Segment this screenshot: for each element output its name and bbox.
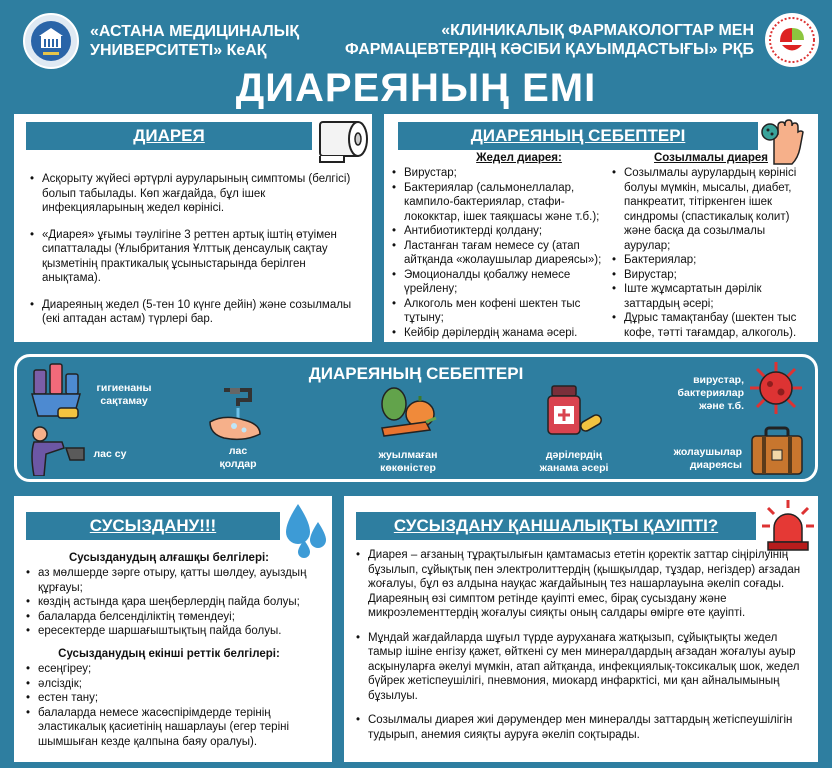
acute-diarrhea-title: Жедел диарея: [476, 152, 562, 164]
list-item: • көздің астында қара шеңберлердің пайда болуы; [26, 595, 326, 610]
list-item: • Вирустар; [612, 268, 812, 283]
list-item: • Эмоционалды қобалжу немесе үрейлену; [392, 268, 606, 297]
list-item: • Бактериялар; [612, 253, 812, 268]
water-drops-icon [280, 500, 330, 558]
causes-tab: ДИАРЕЯНЫҢ СЕБЕПТЕРІ [398, 122, 758, 150]
virus-icon [748, 360, 804, 416]
page-title: ДИАРЕЯНЫҢ ЕМІ [235, 66, 597, 110]
person-drinking-icon [26, 424, 88, 476]
causes-card [384, 114, 818, 342]
list-item: • әлсіздік; [26, 677, 326, 692]
vegetables-icon [376, 384, 440, 442]
right-organization-name: «КЛИНИКАЛЫҚ ФАРМАКОЛОГТАР МЕН ФАРМАЦЕВТЕРДІҢ КӘСІБИ ҚАУЫМДАСТЫҒЫ» РҚБ [344, 22, 754, 58]
viruses-bacteria-label: вирустар, бактериялар және т.б. [677, 374, 744, 412]
list-item: • естен тану; [26, 691, 326, 706]
list-item: • Бактериялар (сальмонеллалар, кампило-бактериялар, стафи-лококктар, ішек таяқшасы және т.б.); [392, 181, 606, 225]
list-item: • Ластанған тағам немесе су (атап айтқанда «жолаушылар диареясы»); [392, 239, 606, 268]
list-item: • Алкоголь мен кофені шектен тыс тұтыну; [392, 297, 606, 326]
list-item: • Кейбір дәрілердің жанама әсері. [392, 326, 606, 341]
siren-icon [760, 498, 816, 554]
list-item: • балаларда белсенділіктің төмендеуі; [26, 610, 326, 625]
left-organization-name: «АСТАНА МЕДИЦИНАЛЫҚ УНИВЕРСИТЕТІ» КеАҚ [90, 23, 300, 59]
diarrhea-card [14, 114, 372, 342]
list-item: • Мұндай жағдайларда шұғыл түрде ауруханаға жатқызып, сұйықтықты жедел тамыр ішіне енгізу қажет, өйткені су мен минералдардың ағзадан жоғалуы ауыр асқынуларға әкелуі мүмкін, атап айтқанда, инфекциялық-токсикалық шок, жедел бүйрек жетіспеушілігі, пневмония, миокард инфарктісі, ми қан айналымының бұзылуы. [356, 631, 808, 704]
university-seal-icon [22, 12, 80, 70]
first-signs-list [26, 566, 326, 639]
cleaning-supplies-icon [28, 358, 84, 420]
list-item: • есеңгіреу; [26, 662, 326, 677]
list-item: • Диарея – ағзаның тұрақтылығын қамтамасыз ететін қоректік заттар сіңірілуінің бұзылып, сұйықтық пен электролиттердің (қышқылдар, тұздар, негіздер) ағзадан жоғалуы, бұл өз алдына науқас жағдайының тез нашарлауына әкеліп соғады. Диареяның өзі симптом ретінде қауіпті емес, бірақ сусыздану және микроэлементтердің жоғалуы сияқты оның салдары өмірге өте қауіпті. [356, 548, 808, 621]
suitcase-icon [748, 424, 806, 478]
chronic-causes-list [612, 166, 812, 340]
list-item: • ересектерде шаршағыштықтың пайда болуы. [26, 624, 326, 639]
list-item: • балаларда немесе жасөспірімдерде терінің эластикалық қасиетінің нашарлауы (егер теріні шымшыған кезде қалпына баяу оралуы). [26, 706, 326, 750]
list-item: • Созылмалы диарея жиі дәрумендер мен минералды заттардың жетіспеушілігін тудырып, анемия сияқты ауруға әкеліп соқтырады. [356, 713, 808, 742]
diarrhea-tab: ДИАРЕЯ [26, 122, 312, 150]
list-item: • Дұрыс тамақтанбау (шектен тыс кофе, тәтті тағамдар, алкоголь). [612, 311, 812, 340]
list-item: • Вирустар; [392, 166, 606, 181]
travelers-diarrhea-label: жолаушылар диареясы [673, 446, 742, 471]
second-signs-title: Сусызданудың екінші реттік белгілері: [58, 648, 280, 660]
header-right [345, 12, 820, 68]
dirty-water-label: лас су [93, 448, 127, 460]
list-item: • аз мөлшерде зәрге отыру, қатты шөлдеу, ауыздың құрғауы; [26, 566, 326, 595]
list-item: • Іште жұмсартатын дәрілік заттардың әсері; [612, 282, 812, 311]
second-signs-list [26, 662, 326, 749]
causes-band-title: ДИАРЕЯНЫҢ СЕБЕПТЕРІ [308, 364, 524, 383]
association-logo-icon [764, 12, 820, 68]
diarrhea-paragraph: • Асқорыту жүйесі әртүрлі ауруларының симптомы (белгісі) болып табылады. Көп жағдайда, бұл ішек инфекцияларының жедел көрінісі. [30, 172, 360, 216]
danger-list [356, 548, 808, 752]
hand-washing-icon [204, 386, 266, 444]
list-item: • Созылмалы аурулардың көрінісі болуы мүмкін, мысалы, диабет, панкреатит, тітіркенген ішек синдромы (спастикалық колит) және басқа да созылмалы аурулар; [612, 166, 812, 253]
drug-side-effect-label: дәрілердің жанама әсері [539, 449, 609, 474]
dehydration-tab: СУСЫЗДАНУ!!! [26, 512, 280, 540]
chronic-diarrhea-title: Созылмалы диарея [654, 152, 768, 164]
toilet-paper-icon [314, 114, 372, 164]
first-signs-title: Сусызданудың алғашқы белгілері: [69, 552, 269, 564]
danger-tab: СУСЫЗДАНУ ҚАНШАЛЫҚТЫ ҚАУІПТІ? [356, 512, 756, 540]
diarrhea-text [30, 172, 360, 327]
list-item: • Антибиотиктерді қолдану; [392, 224, 606, 239]
unwashed-vegetables-label: жуылмаған көкөністер [378, 449, 438, 474]
hygiene-label: гигиенаны сақтамау [96, 382, 152, 407]
acute-causes-list [392, 166, 606, 340]
header-left [22, 12, 299, 70]
dehydration-card [14, 496, 332, 762]
medicine-icon [542, 384, 606, 442]
danger-card [344, 496, 818, 762]
diarrhea-paragraph: • «Диарея» ұғымы тәулігіне 3 реттен артық іштің өтуімен сипатталады (Ұлыбритания Ұлттық денсаулық сақтау қызметінің практикалық ұсыныстарында берілген анықтама). [30, 228, 360, 286]
diarrhea-paragraph: • Диареяның жедел (5-тен 10 күнге дейін) және созылмалы (екі аптадан астам) түрлері бар. [30, 298, 360, 327]
dirty-hands-label: лас қолдар [219, 445, 257, 470]
